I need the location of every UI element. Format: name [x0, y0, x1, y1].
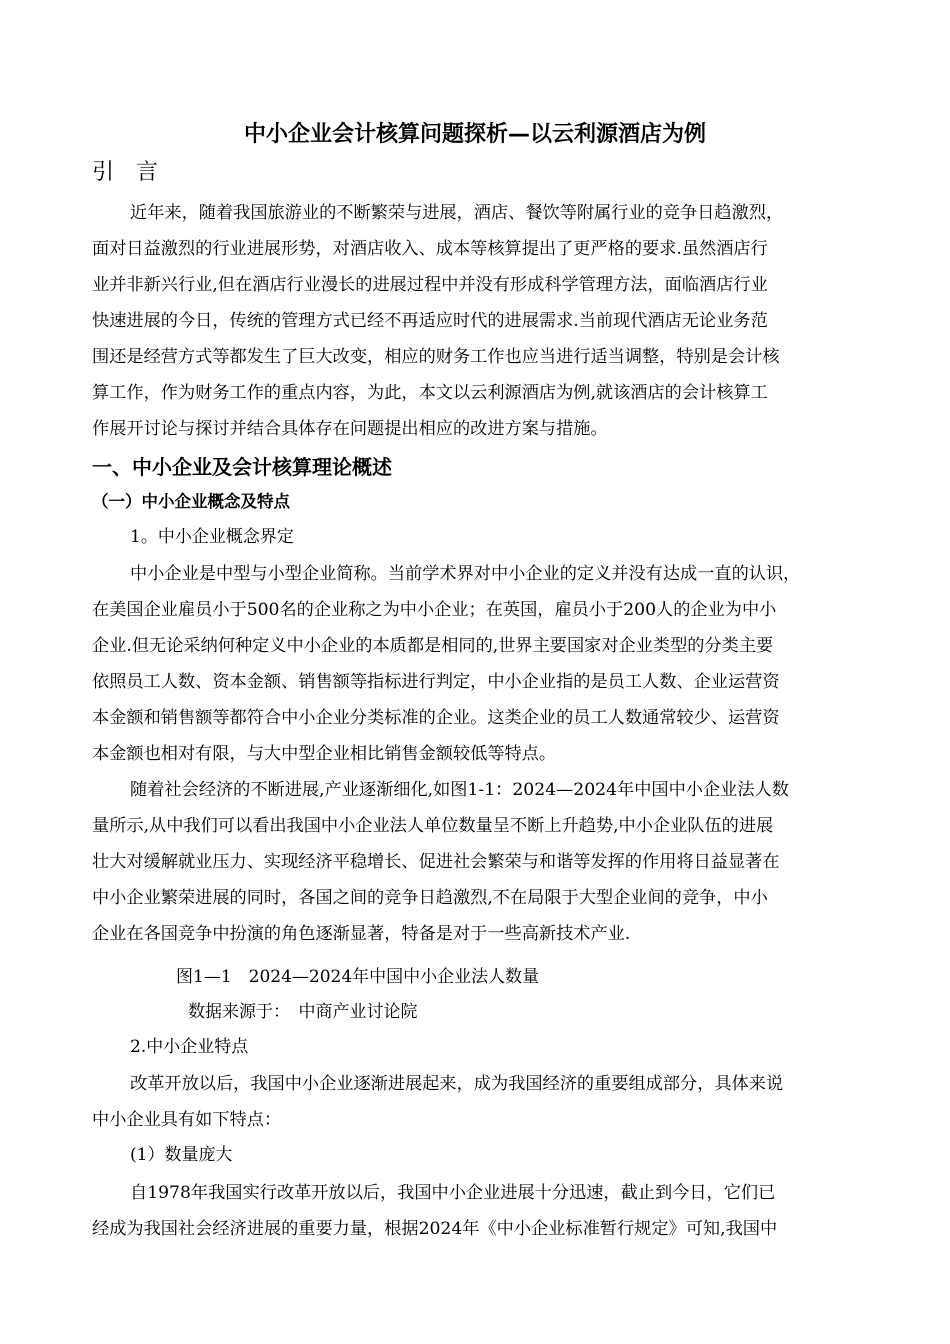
- item-label: 1。中小企业概念界定: [130, 527, 294, 547]
- item-label: 2.中小企业特点: [130, 1037, 249, 1057]
- trend-line: 壮大对缓解就业压力、实现经济平稳增长、促进社会繁荣与和谐等发挥的作用将日益显著在: [92, 852, 780, 872]
- trend-line: 中小企业繁荣进展的同时，各国之间的竞争日趋激烈,不在局限于大型企业间的竞争，中小: [92, 888, 768, 908]
- figure-caption: 图1—1 2024—2024年中国中小企业法人数量: [176, 967, 540, 987]
- intro-line: 算工作，作为财务工作的重点内容，为此，本文以云利源酒店为例,就该酒店的会计核算工: [92, 383, 768, 403]
- definition-line: 企业.但无论采纳何种定义中小企业的本质都是相同的,世界主要国家对企业类型的分类主要: [92, 636, 774, 656]
- quantity-line: 自1978年我国实行改革开放以后，我国中小企业进展十分迅速，截止到今日，它们已: [130, 1183, 776, 1203]
- definition-line: 在美国企业雇员小于500名的企业称之为中小企业；在英国，雇员小于200人的企业为中小: [92, 600, 777, 620]
- intro-line: 围还是经营方式等都发生了巨大改变，相应的财务工作也应当进行适当调整，特别是会计核: [92, 347, 780, 367]
- intro-line: 作展开讨论与探讨并结合具体存在问题提出相应的改进方案与措施。: [92, 419, 608, 439]
- intro-heading: 引言: [92, 160, 181, 185]
- definition-line: 本金额和销售额等都符合中小企业分类标准的企业。这类企业的员工人数通常较少、运营资: [92, 708, 780, 728]
- trend-line: 量所示,从中我们可以看出我国中小企业法人单位数量呈不断上升趋势,中小企业队伍的进展: [92, 816, 774, 836]
- definition-line: 依照员工人数、资本金额、销售额等指标进行判定，中小企业指的是员工人数、企业运营资: [92, 672, 780, 692]
- feature-label: (1）数量庞大: [130, 1145, 233, 1165]
- definition-line: 本金额也相对有限，与大中型企业相比销售金额较低等特点。: [92, 744, 557, 764]
- document-title: 中小企业会计核算问题探析—以云利源酒店为例: [243, 122, 706, 147]
- quantity-line: 经成为我国社会经济进展的重要力量，根据2024年《中小企业标准暂行规定》可知,我国中: [92, 1219, 778, 1239]
- quantity-paragraph: [92, 1175, 862, 1247]
- section-heading: 一、中小企业及会计核算理论概述: [92, 455, 392, 479]
- trend-line: 企业在各国竞争中扮演的角色逐渐显著，特备是对于一些高新技术产业.: [92, 924, 631, 944]
- features-paragraph: [92, 1066, 862, 1138]
- intro-paragraph: [92, 195, 862, 447]
- intro-line: 面对日益激烈的行业进展形势，对酒店收入、成本等核算提出了更严格的要求.虽然酒店行: [92, 239, 768, 259]
- features-line: 中小企业具有如下特点：: [92, 1110, 282, 1130]
- subsection-heading: （一）中小企业概念及特点: [92, 492, 290, 511]
- figure-source: 数据来源于： 中商产业讨论院: [188, 1002, 418, 1022]
- features-line: 改革开放以后，我国中小企业逐渐进展起来，成为我国经济的重要组成部分，具体来说: [130, 1074, 784, 1094]
- definition-line: 中小企业是中型与小型企业简称。当前学术界对中小企业的定义并没有达成一直的认识，: [130, 564, 801, 584]
- intro-line: 近年来，随着我国旅游业的不断繁荣与进展，酒店、餐饮等附属行业的竞争日趋激烈，: [130, 203, 784, 223]
- trend-line: 随着社会经济的不断进展,产业逐渐细化,如图1-1：2024—2024年中国中小企业法人数: [130, 780, 789, 800]
- intro-line: 快速进展的今日，传统的管理方式已经不再适应时代的进展需求.当前现代酒店无论业务范: [92, 311, 768, 331]
- definition-paragraph: [92, 556, 862, 772]
- trend-paragraph: [92, 772, 862, 952]
- intro-line: 业并非新兴行业,但在酒店行业漫长的进展过程中并没有形成科学管理方法，面临酒店行业: [92, 275, 768, 295]
